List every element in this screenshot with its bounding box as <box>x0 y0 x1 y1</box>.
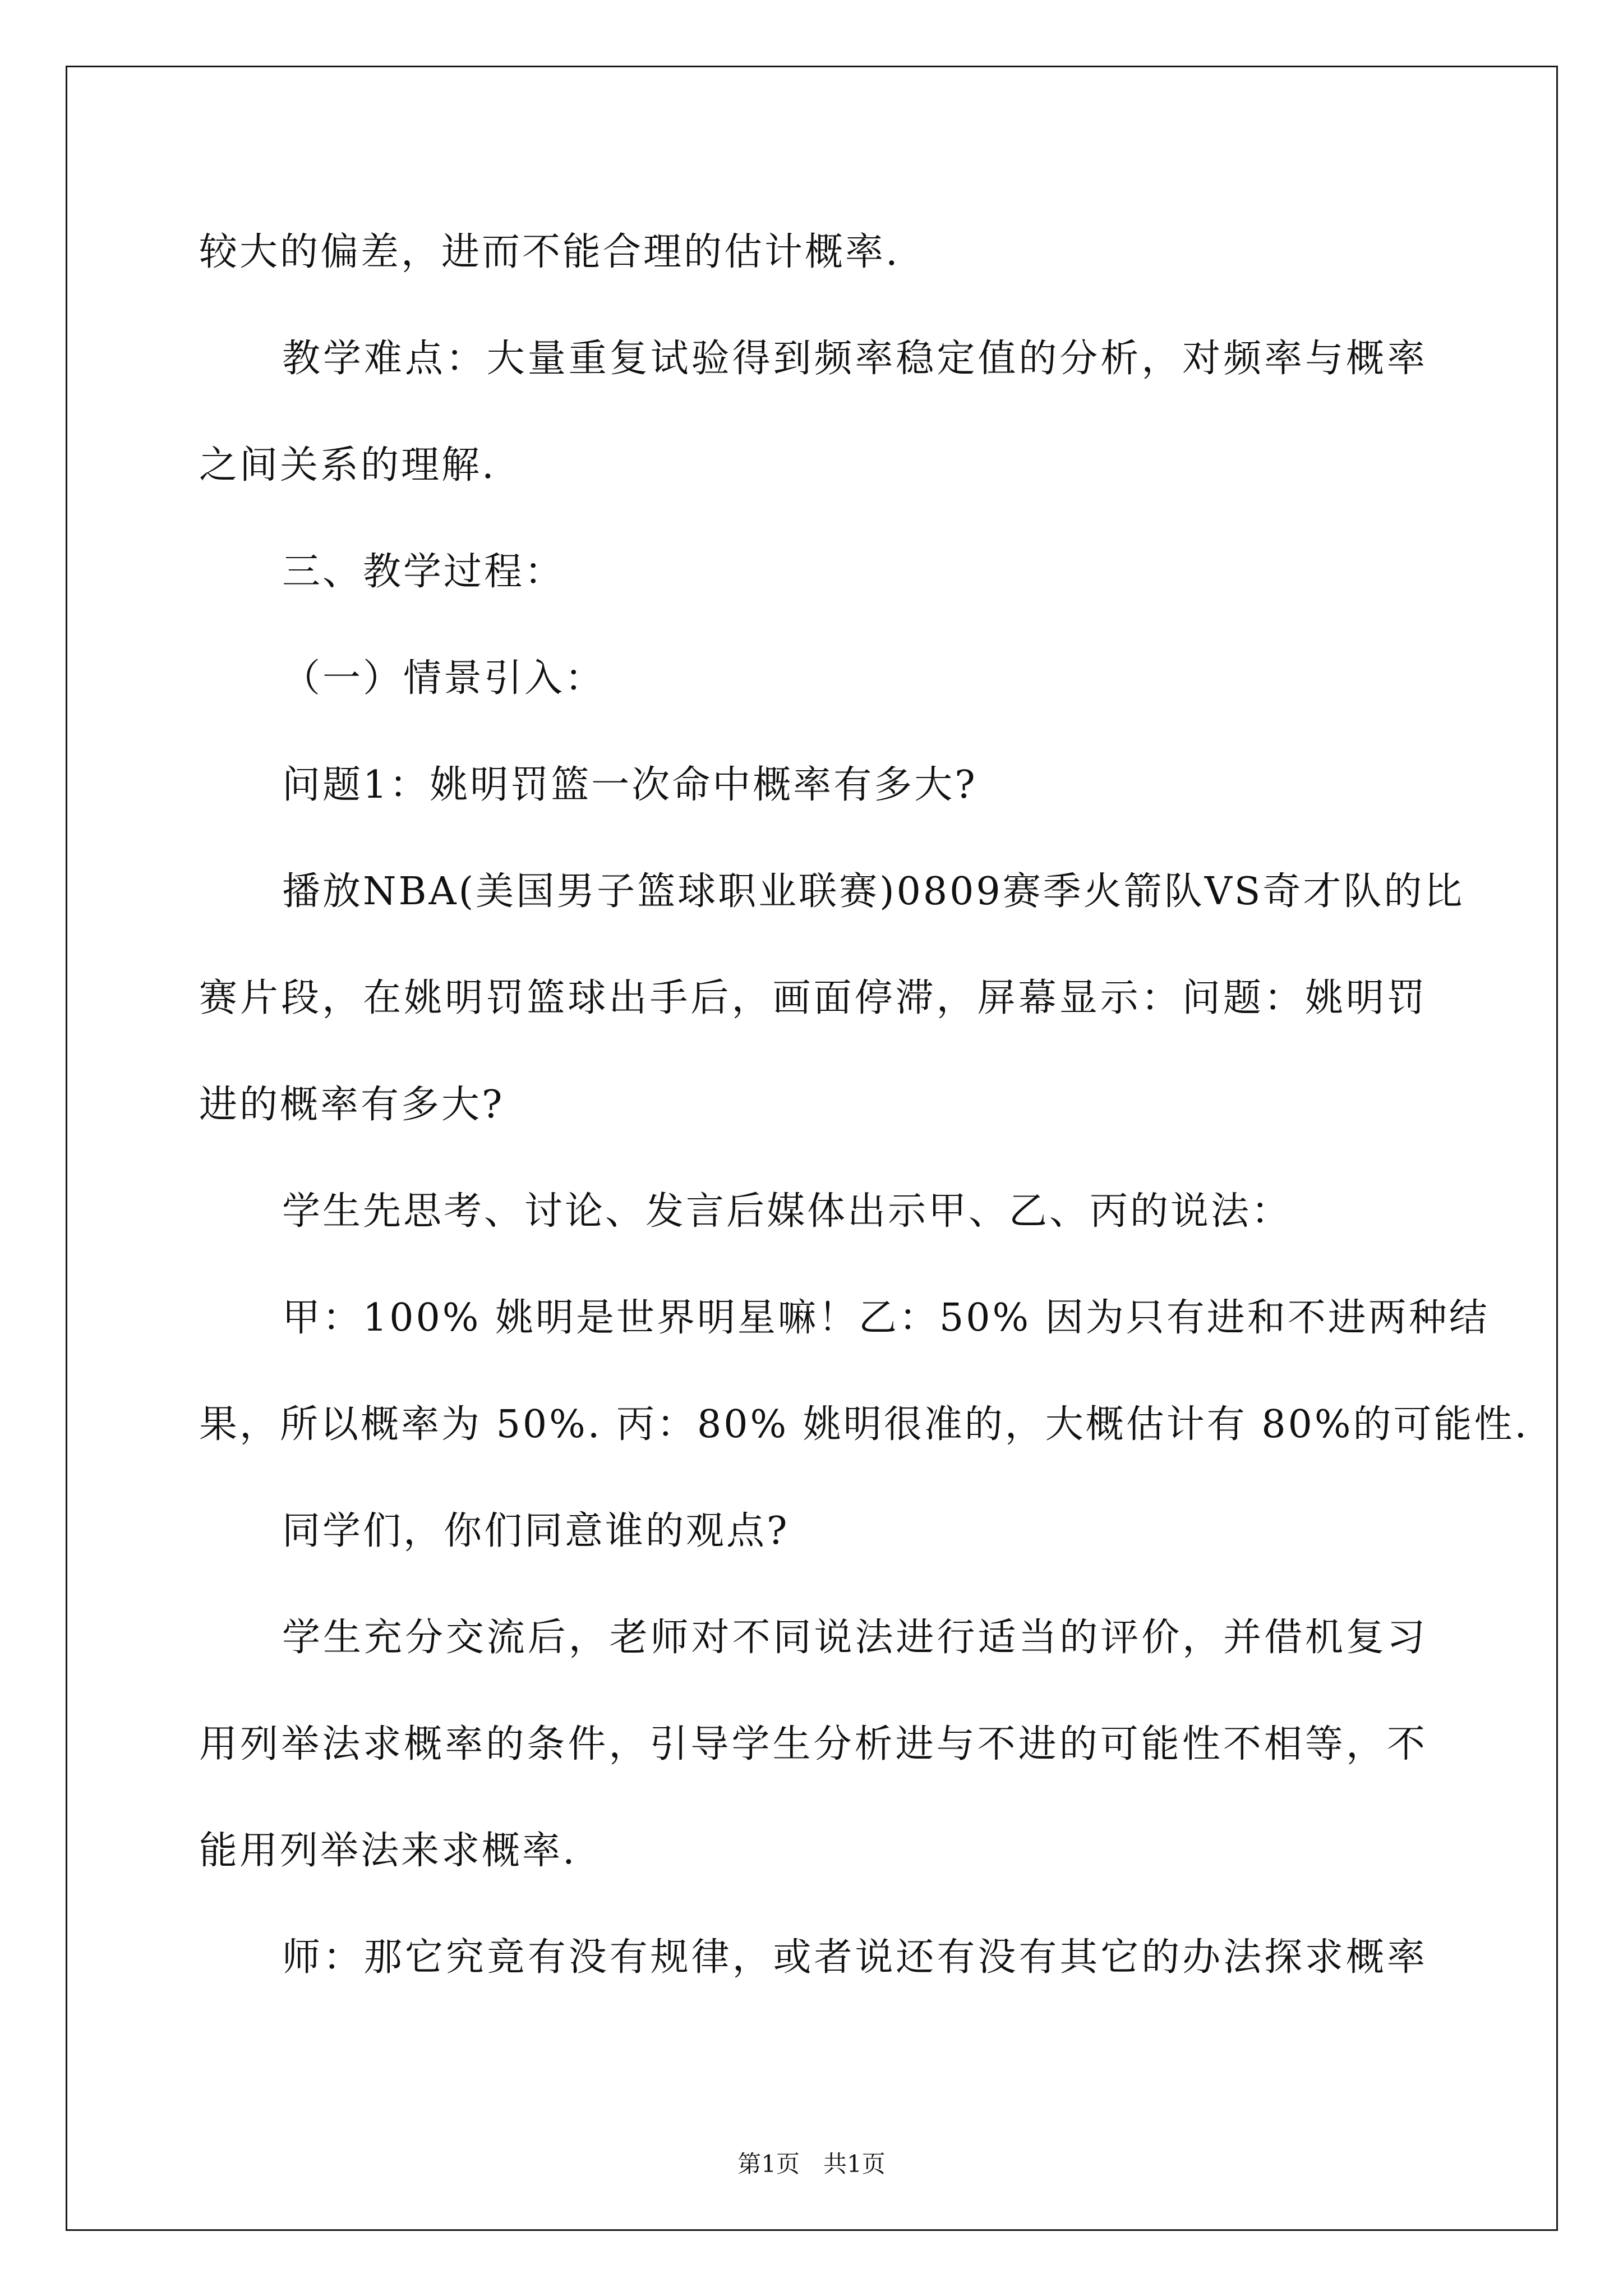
question-line: 问题1：姚明罚篮一次命中概率有多大? <box>282 763 978 807</box>
text-line: 学生充分交流后，老师对不同说法进行适当的评价，并借机复习 <box>282 1616 1427 1660</box>
text-line: 能用列举法来求概率. <box>199 1829 577 1873</box>
text-line: 师：那它究竟有没有规律，或者说还有没有其它的办法探求概率 <box>282 1935 1427 1980</box>
text-line: 同学们，你们同意谁的观点? <box>282 1509 790 1553</box>
text-line: 学生先思考、讨论、发言后媒体出示甲、乙、丙的说法： <box>282 1189 1292 1234</box>
section-heading: 三、教学过程： <box>282 550 565 594</box>
text-line: 用列举法求概率的条件，引导学生分析进与不进的可能性不相等，不 <box>199 1722 1427 1766</box>
text-line: 赛片段，在姚明罚篮球出手后，画面停滞，屏幕显示：问题：姚明罚 <box>199 976 1427 1020</box>
text-line: 之间关系的理解. <box>199 443 496 487</box>
document-body <box>199 199 1529 2011</box>
page-footer: 第1页 共1页 <box>737 2150 886 2178</box>
text-line: 果，所以概率为 50%. 丙：80% 姚明很准的，大概估计有 80%的可能性. <box>199 1402 1529 1447</box>
text-line: 进的概率有多大? <box>199 1083 505 1127</box>
text-line: 教学难点：大量重复试验得到频率稳定值的分析，对频率与概率 <box>282 337 1427 381</box>
text-line: 较大的偏差，进而不能合理的估计概率. <box>199 230 900 274</box>
text-line: 播放NBA(美国男子篮球职业联赛)0809赛季火箭队VS奇才队的比 <box>282 869 1465 914</box>
subsection-heading: （一）情景引入： <box>282 656 606 701</box>
text-line: 甲：100% 姚明是世界明星嘛！乙：50% 因为只有进和不进两种结 <box>282 1296 1490 1340</box>
